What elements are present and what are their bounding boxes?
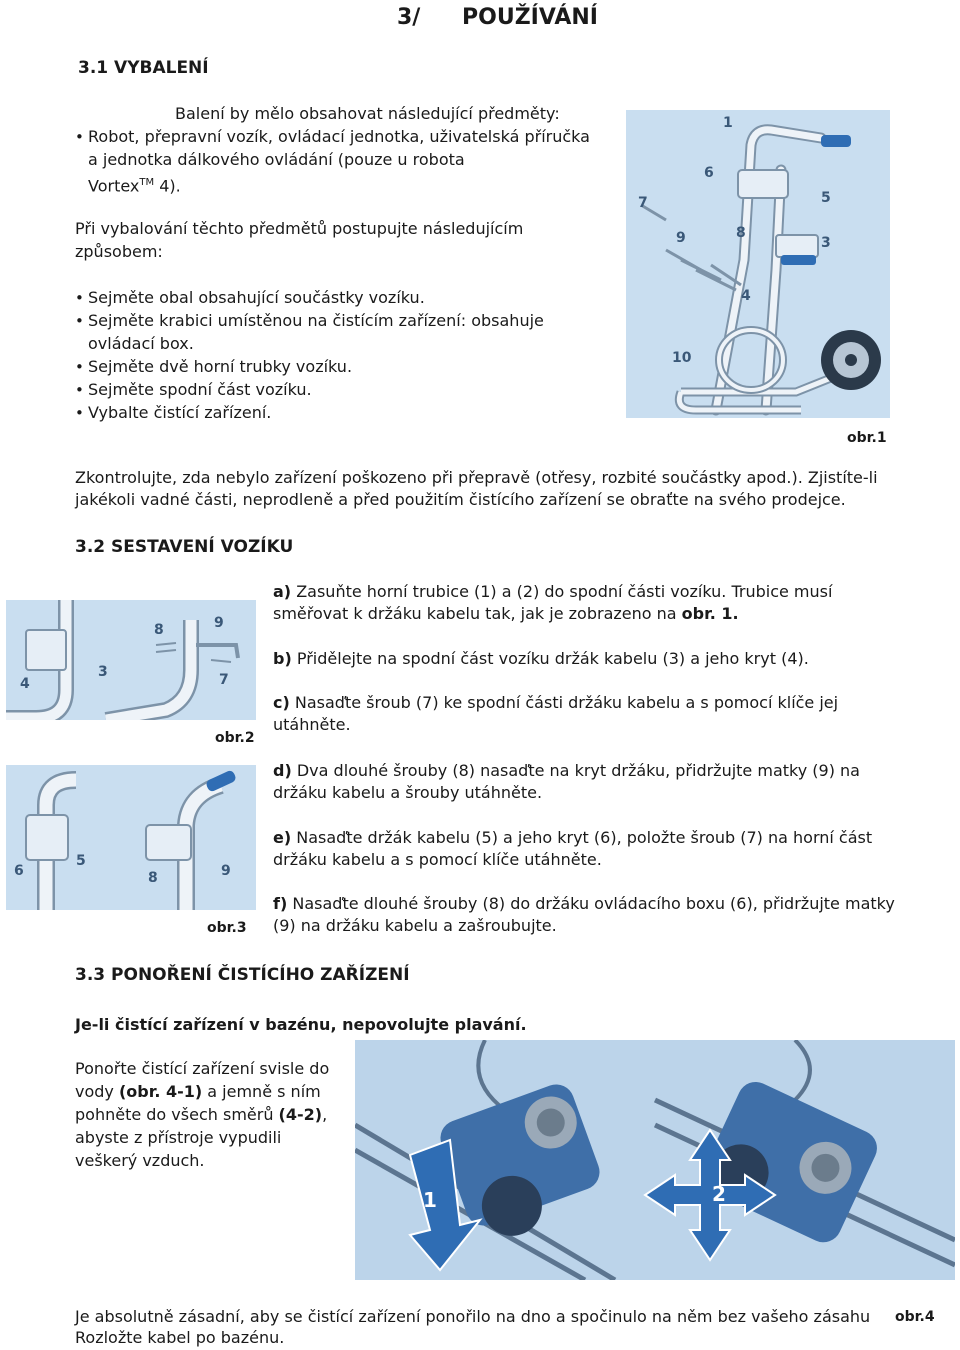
immerse-line-1: Ponořte čistící zařízení svisle do <box>75 1059 330 1078</box>
step-e-line-1: e) Nasaďte držák kabelu (5) a jeho kryt (6), položte šroub (7) na horní část <box>273 828 873 847</box>
contents-line-3: Vortex™ 4). <box>88 176 181 196</box>
step-d-line-1: d) Dva dlouhé šrouby (8) nasaďte na kryt držáku, přidržujte matky (9) na <box>273 761 860 780</box>
step-2-cont: ovládací box. <box>88 334 194 353</box>
figure-4-drawing <box>355 1040 955 1280</box>
step-4: • Sejměte spodní část vozíku. <box>88 379 312 401</box>
step-2: • Sejměte krabici umístěnou na čistícím zařízení: obsahuje <box>88 310 544 332</box>
unpack-intro-1: Při vybalování těchto předmětů postupujte následujícím <box>75 219 524 238</box>
chapter-number: 3/ <box>397 5 421 30</box>
figure-2-illustration <box>6 600 256 720</box>
trolley-drawing <box>626 110 890 418</box>
immerse-line-5: veškerý vzduch. <box>75 1151 205 1170</box>
check-para-line-2: jakékoli vadné části, neprodleně a před použitím čistícího zařízení se obraťte na svého prodejce. <box>75 490 846 509</box>
section-32-title: 3.2 SESTAVENÍ VOZÍKU <box>75 537 294 557</box>
step-c-line-1: c) Nasaďte šroub (7) ke spodní části držáku kabelu a s pomocí klíče jej <box>273 693 839 712</box>
fig2-label-8: 8 <box>154 622 164 638</box>
immerse-line-4: abyste z přístroje vypudili <box>75 1128 282 1147</box>
fig1-label-1: 1 <box>723 115 733 131</box>
step-f-line-2: (9) na držáku kabelu a zašroubujte. <box>273 916 557 935</box>
check-para-line-1: Zkontrolujte, zda nebylo zařízení poškozeno při přepravě (otřesy, rozbité součástky apod.). Zjistíte-li <box>75 468 878 487</box>
fig3-label-5: 5 <box>76 853 86 869</box>
step-3: • Sejměte dvě horní trubky vozíku. <box>88 356 352 378</box>
contents-line-2: a jednotka dálkového ovládání (pouze u robota <box>88 150 465 169</box>
step-c-line-2: utáhněte. <box>273 715 351 734</box>
step-a-line-2: směřovat k držáku kabelu tak, jak je zobrazeno na obr. 1. <box>273 604 739 623</box>
footer-line-1: Je absolutně zásadní, aby se čistící zařízení ponořilo na dno a spočinulo na něm bez vašeho zásahu <box>75 1307 871 1326</box>
fig1-label-7: 7 <box>638 195 648 211</box>
step-e-line-2: držáku kabelu a s pomocí klíče utáhněte. <box>273 850 602 869</box>
fig2-label-3: 3 <box>98 664 108 680</box>
figure-3-drawing <box>6 765 256 910</box>
figure-3-caption: obr.3 <box>207 920 247 936</box>
step-a-line-1: a) Zasuňte horní trubice (1) a (2) do spodní části vozíku. Trubice musí <box>273 582 833 601</box>
step-d-line-2: držáku kabelu a šrouby utáhněte. <box>273 783 543 802</box>
figure-1-trolley-illustration <box>626 110 890 418</box>
section-31-title: 3.1 VYBALENÍ <box>78 58 209 78</box>
swimming-warning: Je-li čistící zařízení v bazénu, nepovolujte plavání. <box>75 1015 527 1034</box>
unpack-intro-2: způsobem: <box>75 242 163 261</box>
figure-3-illustration <box>6 765 256 910</box>
chapter-title: POUŽÍVÁNÍ <box>462 5 598 30</box>
figure-4-caption: obr.4 <box>895 1309 935 1325</box>
figure-4-immersion-illustration <box>355 1040 955 1280</box>
figure-1-caption: obr.1 <box>847 430 887 446</box>
fig3-label-9: 9 <box>221 863 231 879</box>
footer-line-2: Rozložte kabel po bazénu. <box>75 1328 285 1347</box>
fig2-label-4: 4 <box>20 676 30 692</box>
immerse-line-3: pohněte do všech směrů (4-2), <box>75 1105 328 1124</box>
fig4-label-1: 1 <box>423 1188 437 1212</box>
fig1-label-8: 8 <box>736 225 746 241</box>
fig2-label-9: 9 <box>214 615 224 631</box>
immerse-line-2: vody (obr. 4-1) a jemně s ním <box>75 1082 321 1101</box>
step-f-line-1: f) Nasaďte dlouhé šrouby (8) do držáku ovládacího boxu (6), přidržujte matky <box>273 894 895 913</box>
fig1-label-10: 10 <box>672 350 692 366</box>
fig4-label-2: 2 <box>712 1182 726 1206</box>
fig1-label-4: 4 <box>741 288 751 304</box>
fig1-label-5: 5 <box>821 190 831 206</box>
fig2-label-7: 7 <box>219 672 229 688</box>
step-b: b) Přidělejte na spodní část vozíku držák kabelu (3) a jeho kryt (4). <box>273 649 809 668</box>
contents-line-1: • Robot, přepravní vozík, ovládací jednotka, uživatelská příručka <box>88 126 590 148</box>
figure-2-caption: obr.2 <box>215 730 255 746</box>
fig3-label-8: 8 <box>148 870 158 886</box>
fig1-label-3: 3 <box>821 235 831 251</box>
fig1-label-9: 9 <box>676 230 686 246</box>
fig3-label-6: 6 <box>14 863 24 879</box>
fig1-label-6: 6 <box>704 165 714 181</box>
step-5: • Vybalte čistící zařízení. <box>88 402 271 424</box>
contents-intro: Balení by mělo obsahovat následující předměty: <box>175 104 560 123</box>
section-33-title: 3.3 PONOŘENÍ ČISTÍCÍHO ZAŘÍZENÍ <box>75 965 410 985</box>
step-1: • Sejměte obal obsahující součástky vozíku. <box>88 287 425 309</box>
